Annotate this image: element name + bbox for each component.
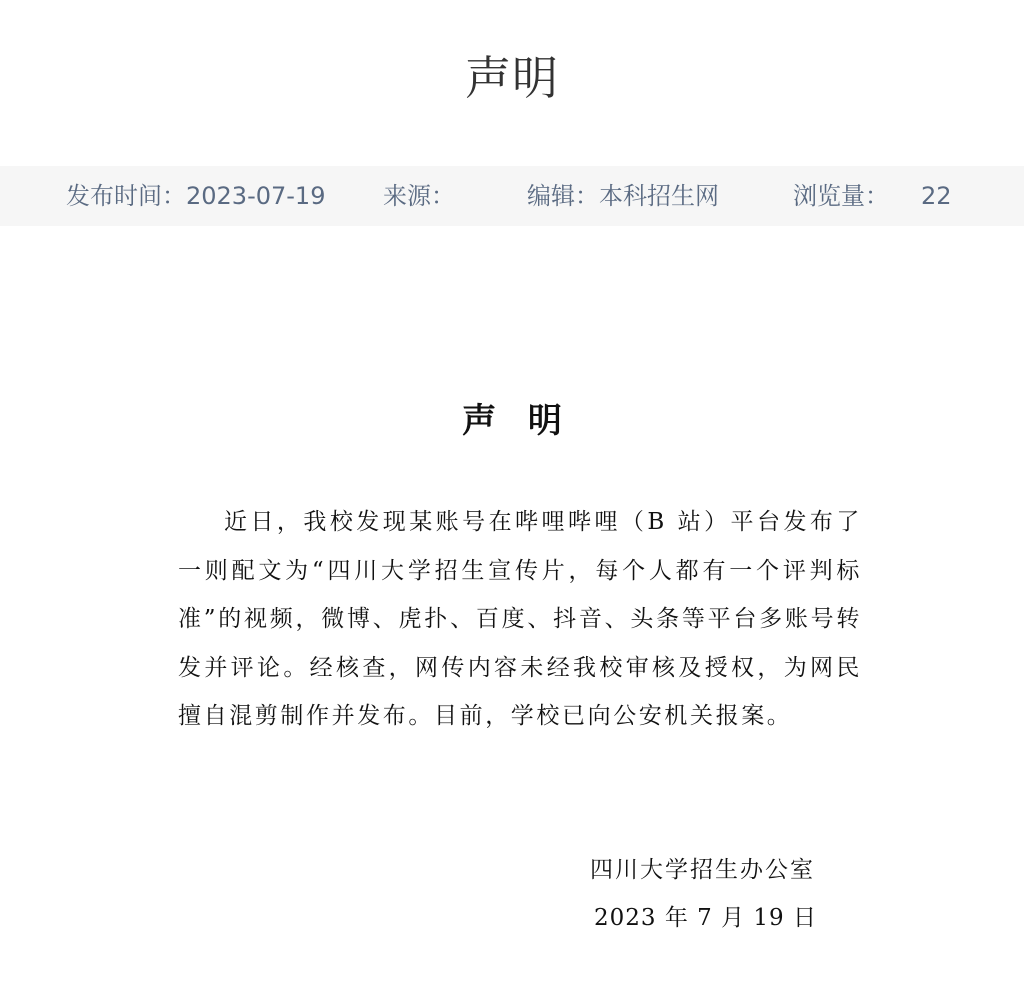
statement-body: 近日，我校发现某账号在哔哩哔哩（B 站）平台发布了一则配文为“四川大学招生宣传片，每个人都有一个评判标准”的视频，微博、虎扑、百度、抖音、头条等平台多账号转发并评论。经核查，网传内容未经我校审核及授权，为网民擅自混剪制作并发布。目前，学校已向公安机关报案。	[178, 509, 862, 729]
views-label: 浏览量：	[793, 182, 889, 210]
statement-heading: 声 明	[462, 401, 572, 441]
signature-organization: 四川大学招生办公室	[590, 857, 815, 883]
article-meta-bar	[0, 166, 1024, 226]
publish-date: 发布时间：2023-07-19	[66, 182, 326, 210]
editor-label: 编辑：本科招生网	[527, 182, 719, 210]
page-title: 声明	[465, 51, 559, 105]
signature-date: 2023 年 7 月 19 日	[594, 905, 817, 931]
views-count: 22	[921, 182, 952, 210]
source-label: 来源：	[383, 182, 455, 210]
